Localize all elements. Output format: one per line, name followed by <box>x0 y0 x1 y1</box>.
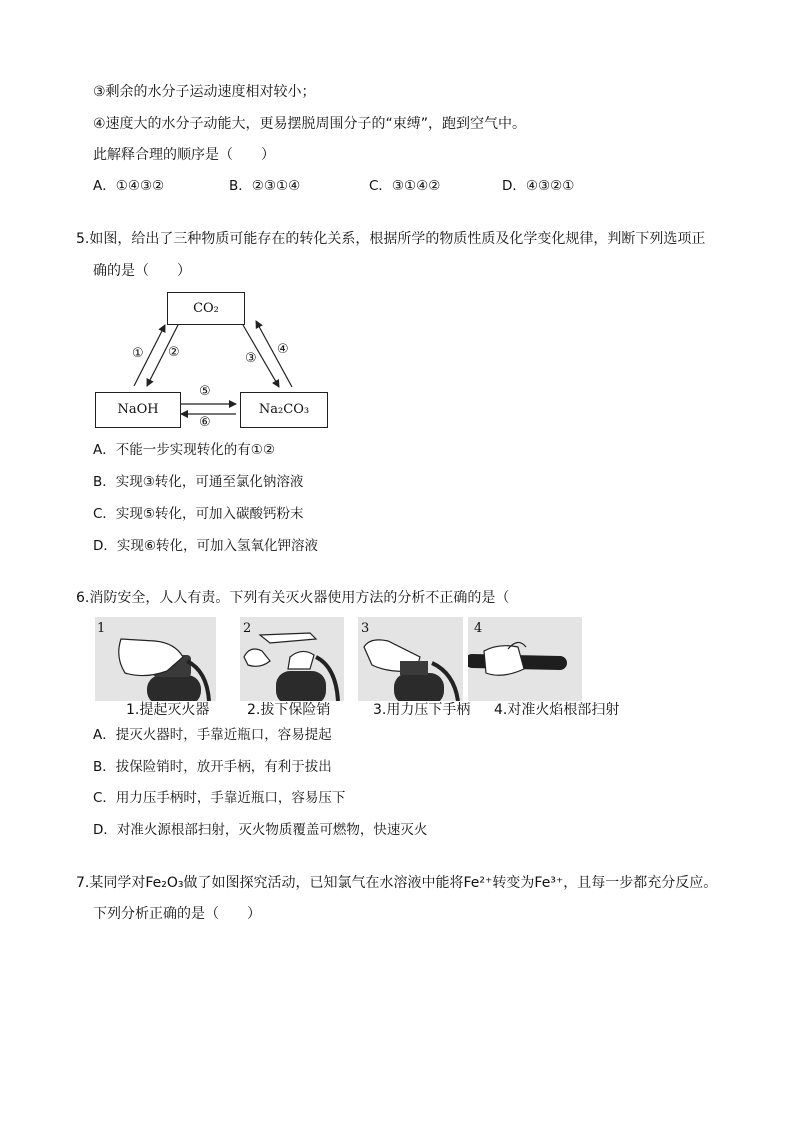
panel-number-1: 1 <box>97 621 106 636</box>
q6-stem: 6.消防安全，人人有责。下列有关灭火器使用方法的分析不正确的是（ <box>76 590 510 606</box>
q4-statement-3: ③剩余的水分子运动速度相对较小； <box>93 84 316 100</box>
q5-option-a[interactable]: A．不能一步实现转化的有①② <box>93 442 275 458</box>
q4-option-d[interactable]: D．④③②① <box>502 178 575 194</box>
extinguisher-panel-3 <box>358 617 463 701</box>
q4-question: 此解释合理的顺序是（ ） <box>93 147 275 163</box>
q4-option-c[interactable]: C．③①④② <box>369 178 441 194</box>
q5-option-d[interactable]: D．实现⑥转化，可加入氢氧化钾溶液 <box>93 538 318 554</box>
arrow-label-4: ④ <box>277 342 289 357</box>
q6-option-b[interactable]: B．拔保险销时，放开手柄，有利于拔出 <box>93 759 332 775</box>
q5-stem-line2: 确的是（ ） <box>93 263 191 279</box>
arrow-label-2: ② <box>168 345 180 360</box>
q5-option-b[interactable]: B．实现③转化，可通至氯化钠溶液 <box>93 474 304 490</box>
q7-stem-line1: 7.某同学对Fe₂O₃做了如图探究活动，已知氯气在水溶液中能将Fe²⁺转变为Fe³⁺，且每一步都充分反应。 <box>76 875 718 891</box>
conversion-diagram <box>93 291 333 437</box>
panel-caption-2: 2.拔下保险销 <box>247 702 331 718</box>
panel-number-2: 2 <box>243 621 252 636</box>
q6-option-c[interactable]: C．用力压手柄时，手靠近瓶口，容易压下 <box>93 790 346 806</box>
extinguisher-panel-2 <box>240 617 344 701</box>
q4-statement-4: ④速度大的水分子动能大，更易摆脱周围分子的“束缚”，跑到空气中。 <box>93 116 527 132</box>
panel-caption-4: 4.对准火焰根部扫射 <box>494 702 620 718</box>
naoh-box: NaOH <box>95 392 181 428</box>
extinguisher-panel-4 <box>468 617 582 701</box>
panel-number-4: 4 <box>474 621 483 636</box>
lift-extinguisher-icon <box>95 617 216 701</box>
arrow-label-5: ⑤ <box>199 384 211 399</box>
arrow-label-6: ⑥ <box>199 415 211 430</box>
q5-option-c[interactable]: C．实现⑤转化，可加入碳酸钙粉末 <box>93 506 304 522</box>
q6-option-a[interactable]: A．提灭火器时，手靠近瓶口，容易提起 <box>93 727 332 743</box>
extinguisher-panel-1 <box>95 617 216 701</box>
na2co3-box: Na₂CO₃ <box>240 392 328 428</box>
q5-stem-line1: 5.如图，给出了三种物质可能存在的转化关系，根据所学的物质性质及化学变化规律，判断下列选项正 <box>76 231 706 247</box>
pull-pin-icon <box>240 617 344 701</box>
co2-box: CO₂ <box>167 292 245 325</box>
panel-number-3: 3 <box>361 621 370 636</box>
q4-option-b[interactable]: B．②③①④ <box>229 178 301 194</box>
panel-caption-3: 3.用力压下手柄 <box>373 702 471 718</box>
aim-hose-icon <box>468 617 582 701</box>
q7-stem-line2: 下列分析正确的是（ ） <box>93 906 261 922</box>
arrow-label-3: ③ <box>245 351 257 366</box>
q6-option-d[interactable]: D．对准火源根部扫射，灭火物质覆盖可燃物，快速灭火 <box>93 822 428 838</box>
panel-caption-1: 1.提起灭火器 <box>126 702 210 718</box>
arrow-label-1: ① <box>132 346 144 361</box>
press-handle-icon <box>358 617 463 701</box>
q4-option-a[interactable]: A．①④③② <box>93 178 165 194</box>
